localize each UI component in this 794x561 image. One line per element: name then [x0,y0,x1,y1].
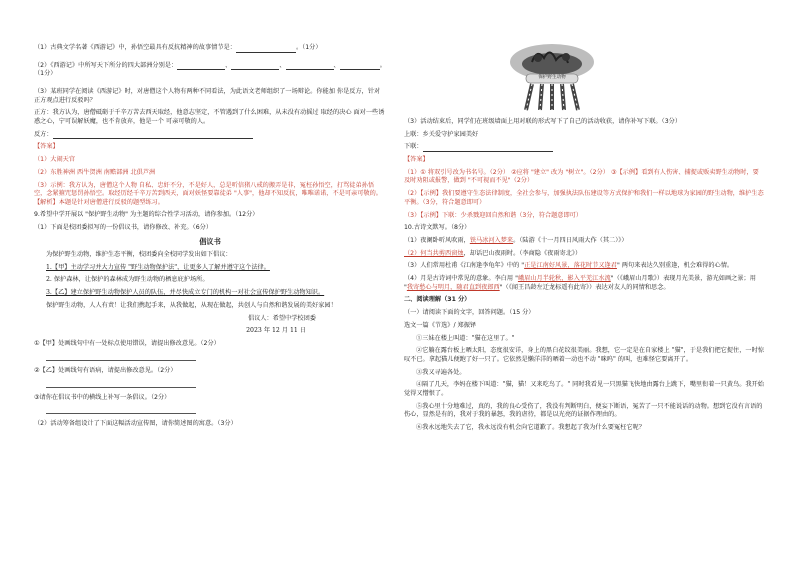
zheng-fang-text: 正方：我方认为，唐僧砥砺于千辛万苦去西天取经，他意志坚定，不管遇到了什么困难，从未没有动摇过 取经的决心 面对一些诱惑之心，宁可误解妖魔，也不肯放弃，他是一个 可亲可敬的人。 [34,109,385,125]
poem-2: （2）何当共剪西窗烛，却话巴山夜雨时。（李商隐《夜雨寄北》） [404,249,582,257]
answer-blank[interactable] [286,63,334,70]
sub-question-3: ③请你在倡议书中的横线上补写一条倡议。（2分） [34,393,171,401]
poster-badge: 保护野生动物 [538,75,566,80]
answer-blank[interactable] [236,46,296,53]
answer-blank[interactable] [53,132,253,139]
sub-question-1: ①【甲】处画线句中有一处标点使用错误，请提出修改意见。（2分） [34,340,220,348]
question-1: （1）古典文学名著《西游记》中，孙悟空最具有反抗精神的故事情节是： 。（1分） [34,44,322,51]
couplet-lower: 下联： [404,143,764,152]
answer-3: （3）示例：我方认为，唐僧这个人物 自私、忠奸不分，不是好人，总是听信猪八戒的搬弄是非，冤枉孙悟空，打骂徒弟孙悟空，念紧箍咒惩罚孙悟空。取经历经千辛万苦到西天，面对妖怪要靠徒弟 "人事"，他却不知反抗，唯唯诺诺，不是可亲可敬的。 【解析】本题是针对唐僧进行反驳的题型练习。 [34,181,382,206]
section-2-heading: 二、阅读理解（31 分） [404,296,471,304]
answer-blank[interactable] [46,353,196,361]
question-3: （3）某班同学在阅读《西游记》时，对唐僧这个人物有两种不同看法，为此语文老师组织了一场辩论。你能加 你是反方，针对正方观点进行反驳吗？ [34,88,381,104]
reading-title: 选文一篇《节选》/ 郑振铎 [404,321,477,329]
reading-subsection: （一）请阅读下面的文字，回答问题。（15 分） [404,309,535,317]
question-9-1: （1）下面是校团委拟写的一份倡议书，请你修改、补充。（6分） [34,224,213,232]
answer-blank[interactable] [423,145,553,152]
question-10: 10.古诗文默写。（8分） [404,224,471,232]
answer-label: 【答案】 [404,156,429,164]
answer-blank[interactable] [177,63,225,70]
question-9-2: （2）活动筹备组设计了下面这幅活动宣传图，请你简述图的寓意。（3分） [34,420,237,428]
proposal-intro: 为保护野生动物，维护生态平衡，校团委向全校同学发出如下倡议： [46,250,232,258]
poem-3: （3）人们常用杜甫《江南逢李龟年》中的 "正是江南好风景，落花时节又逢君" 两句来表达久别重逢，机会难得的心情。 [404,262,734,270]
proposal-closing: 保护野生动物，人人有责！让我们携起手来，从我做起，从现在做起，共创人与自然和谐发展的美好家园！ [46,301,337,309]
sub-question-2: ②【乙】处画线句有语病，请提出修改意见。（2分） [34,366,177,374]
answer-blank[interactable] [231,63,279,70]
poem-4: （4）月是古诗词中常见的意象。李白用 "峨眉山月半轮秋，影入平羌江水流"（《峨眉山月歌》）表现月光美景，游光如画之景；用 "我寄愁心与明月，随君直到夜郎西"（《闻王昌龄左迁龙标遥有此寄》）表达对友人的同情和思念。 [404,275,756,291]
answer-blank[interactable] [46,380,196,388]
answer-1: （1）大闹天宫 [34,156,76,164]
fan-fang-line: 反方： [34,131,386,140]
reading-para-3: ③我又寻遍各处。 [416,368,466,376]
answer-2: （2）东胜神洲 西牛贺洲 南赡部洲 北俱芦洲 [34,168,156,176]
question-9: 9.希望中学开展以 "保护野生动物" 为主题的综合性学习活动，请你参加。（12分） [34,211,259,219]
answer-9-1: （1）① 将双引号改为书名号。（2分） ②应将 "建立" 改为 "树立"。（2分） ③【示例】看到有人伤害、捕捉或贩卖野生动物时，要及时劝阻或报警，做到 "不可视而不见"（2分） [404,168,759,185]
reading-para-5: ⑤我心里十分地难过，真的，我的良心受伤了，我没有判断明白，便妄下断语，冤苦了一只不能说话的动物。想到它没有言语的伤心，显然是有的，我对于我的暴怒，我的虐待，都是以光亮的证据作理由的。 [404,402,763,419]
reading-para-1: ①三妹在楼上叫道："猫在这里了。" [416,334,515,342]
poem-1: （1）夜阑卧听风吹雨，铁马冰河入梦来。（陆游《十一月四日风雨大作（其二）》） [404,236,628,244]
reading-para-4: ④隔了几天，李妈在楼下叫道："猫，猫！又来吃鸟了。" 同时我看见一只黑猫飞快地由露台上跳下，嘴里衔着一只黄鸟。我开始觉得又憎恨了。 [404,381,764,397]
reading-para-2: ②它躺在露台板上晒太阳，态度很安详，身上的黑白花纹很美丽。我想，它一定是在自家楼上 "猫"，于是我们把它捉住，一时惊叹不已。拿起猫儿便跑了好一只了。它依然是懒洋洋的晒着一动也不动 "咪呜" 的叫，也难怪它要离开了。 [404,347,764,363]
reading-para-6: ⑥我永远地失去了它，我永远没有机会向它道歉了。我想起了我为什么要冤枉它呢？ [416,423,645,431]
question-2: （2）《西游记》中所写天下所分的四大部洲分别是： 、 、 、 。（1分） [34,61,386,78]
answer-label: 【答案】 [34,143,59,151]
proposal-item-1: 1.【甲】主动学习并大力宣传 "野生动物保护法"，让更多人了解并遵守这个法律。 [46,263,270,271]
answer-blank[interactable] [46,406,196,414]
proposal-signer: 倡议人：希望中学校团委 [247,314,316,322]
proposal-item-2: 2. 保护森林，让保护的森林成为野生动物的栖息庇护场所。 [46,276,209,284]
left-column [34,44,386,433]
proposal-title: 倡议书 [199,236,221,246]
answer-9-2: （2）【示例】我们要遵守生态法律制度，全社会参与，加强执法队伍建设等方式保护和我们一样以地球为家园的野生动物，维护生态平衡。（3分，符合题意即可） [404,190,764,206]
proposal-item-3: 3.【乙】建立保护野生动物保护人员的队伍，并尽快成立专门的机构一对社会宣传保护野生动物知识。 [46,289,325,297]
couplet-upper: 上联：乡关爱守护家园美好 [404,130,479,138]
campaign-poster-image [492,40,612,112]
question-9-3: （3）活动结束后，同学们在班级墙面上用对联的形式写下了自己的活动收获，请你补写下联。（3分） [404,118,682,125]
answer-blank[interactable] [340,63,380,70]
proposal-date: 2023 年 12 月 11 日 [246,327,306,335]
answer-9-3: （3）【示例】下联：少杀戮迎回自然和谐（3分，符合题意即可） [404,211,583,219]
right-column [404,40,764,437]
